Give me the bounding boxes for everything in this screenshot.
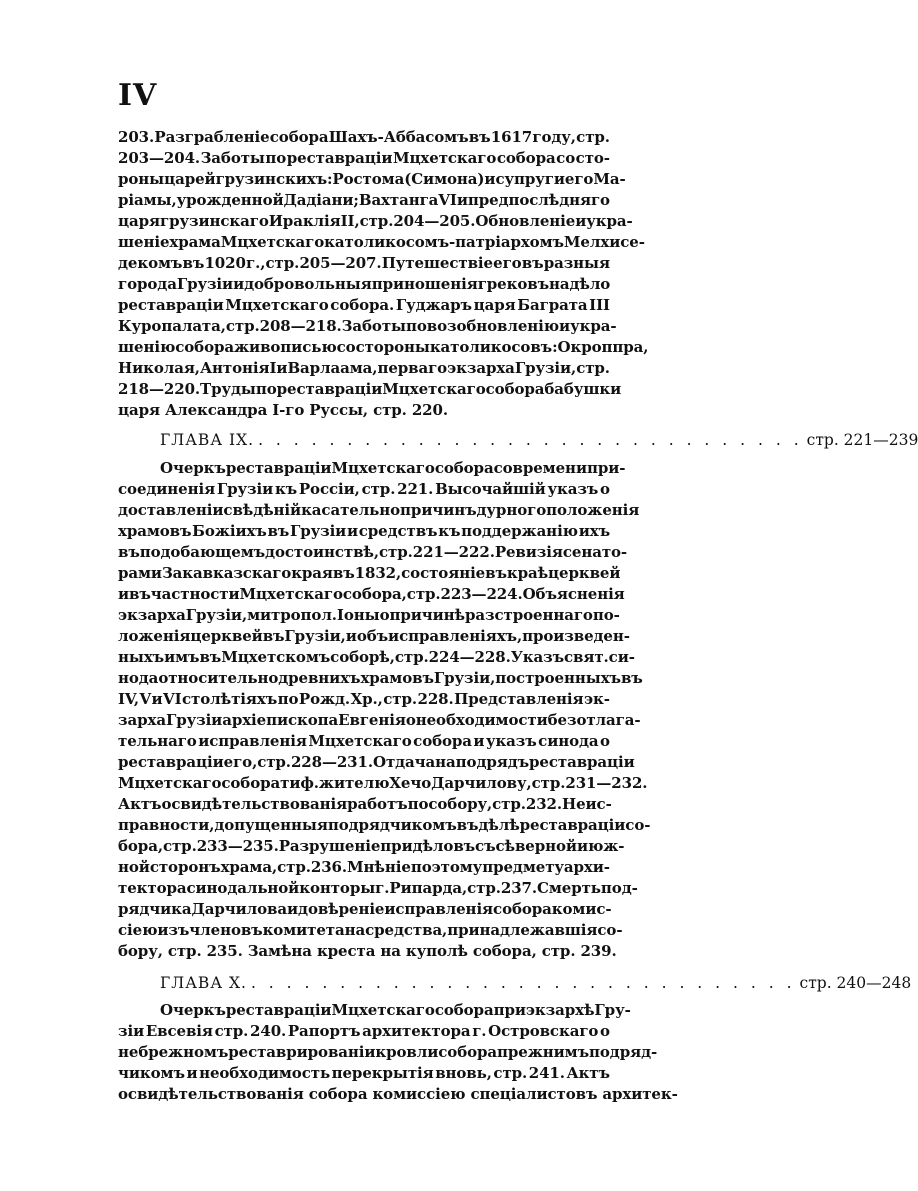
text-line: 218—220. Труды по реставраціи Мцхетскаго собора бабушки	[118, 380, 622, 398]
text-line: рядчика Дарчилова и довѣреніе исправленія собора комис-	[118, 900, 612, 918]
text-line: шенію собора живописью со стороны католикосовъ: Окроппра,	[118, 338, 649, 356]
chapter-10-leader-dots: . . . . . . . . . . . . . . . . . . . . . . . . . . . . . . .	[250, 974, 796, 992]
text-line: чикомъ и необходимость перекрытія вновь, стр. 241. Актъ	[118, 1064, 610, 1082]
text-line: сіею изъ членовъ комитета на средства, принадлежавшія со-	[118, 921, 623, 939]
text-line: 203—204. Заботы по реставраціи Мцхетскаго собора со сто-	[118, 149, 610, 167]
text-line: ныхъ имъ въ Мцхетскомъ соборѣ, стр. 224—228. Указъ свят. си-	[118, 648, 635, 666]
text-line: нода относительно древнихъ храмовъ Грузіи, построенныхъ въ	[118, 669, 643, 687]
text-line: освидѣтельствованія собора комиссіею спеціалистовъ архитек-	[118, 1085, 678, 1103]
text-line: доставленіи свѣдѣній касательно причинъ дурного положенія	[118, 501, 640, 519]
section-2-text	[118, 458, 651, 962]
text-line: Мцхетскаго собора тиф. жителю Хечо Дарчилову, стр. 231—232.	[118, 774, 648, 792]
text-line: ной сторонъ храма, стр. 236. Мнѣніе по этому предмету архи-	[118, 858, 610, 876]
text-line: IV, V и VI столѣтіяхъ по Рожд. Хр., стр. 228. Представленія эк-	[118, 690, 610, 708]
text-line: шеніе храма Мцхетскаго католикосомъ-патріархомъ Мелхисе-	[118, 233, 645, 251]
text-line: храмовъ Божіихъ въ Грузіи и средствъ къ поддержанію ихъ	[118, 522, 610, 540]
text-line: города Грузіи и добровольныя приношенія грековъ на дѣло	[118, 275, 611, 293]
text-line: зіи Евсевія стр. 240. Рапортъ архитектора г. Островскаго о	[118, 1022, 610, 1040]
chapter-9-heading	[160, 430, 918, 451]
text-line: правности, допущенныя подрядчикомъ въ дѣлѣ реставраціи со-	[118, 816, 651, 834]
text-line: соединенія Грузіи къ Россіи, стр. 221. Высочайшій указъ о	[118, 480, 610, 498]
text-line: тельнаго исправленія Мцхетскаго собора и указъ синода о	[118, 732, 610, 750]
chapter-10-title: ГЛАВА X.	[160, 974, 247, 992]
text-line: небрежномъ реставрированіи кровли собора прежнимъ подряд-	[118, 1043, 658, 1061]
chapter-10-heading	[160, 973, 912, 994]
text-line: зарха Грузіи архіепископа Евгенія о необходимости безотлага-	[118, 711, 641, 729]
page-number: IV	[118, 78, 158, 113]
text-line: тектора синодальной конторы г. Рипарда, стр. 237. Смерть под-	[118, 879, 638, 897]
text-line: Актъ освидѣтельствованія работъ по собору, стр. 232. Неис-	[118, 795, 612, 813]
section-1-text	[118, 127, 649, 421]
text-line: бора, стр. 233—235. Разрушеніе придѣловъ съ сѣверной и юж-	[118, 837, 625, 855]
text-line: декомъ въ 1020 г., стр. 205—207. Путешествіе его въ разныя	[118, 254, 610, 272]
text-line: ріамы, урожденной Дадіани; Вахтанга VI и предпослѣдняго	[118, 191, 610, 209]
chapter-9-title: ГЛАВА IX.	[160, 431, 255, 449]
text-line: бору, стр. 235. Замѣна креста на куполѣ собора, стр. 239.	[118, 942, 617, 960]
text-line: царя грузинскаго Ираклія II, стр. 204—205. Обновленіе и укра-	[118, 212, 633, 230]
chapter-9-pages: стр. 221—239	[806, 431, 918, 449]
chapter-9-leader-dots: . . . . . . . . . . . . . . . . . . . . . . . . . . . . . . .	[258, 431, 803, 449]
text-line: въ подобающемъ достоинствѣ, стр. 221—222. Ревизія сенато-	[118, 543, 628, 561]
text-line: реставраціи Мцхетскаго собора. Гуджаръ царя Баграта III	[118, 296, 610, 314]
text-line: рами Закавказскаго края въ 1832, состояніе въ краѣ церквей	[118, 564, 621, 582]
text-line: и въ частности Мцхетскаго собора, стр. 223—224. Объясненія	[118, 585, 625, 603]
text-line: роны царей грузинскихъ: Ростома (Симона) и супруги его Ма-	[118, 170, 626, 188]
text-line: 203. Разграбленіе собора Шахъ-Аббасомъ въ 1617 году, стр.	[118, 128, 610, 146]
text-line: экзарха Грузіи, митропол. Іоны о причинѣ разстроеннаго по-	[118, 606, 620, 624]
text-line: реставраціи его, стр. 228—231. Отдача на подрядъ реставраціи	[118, 753, 635, 771]
text-line: Очеркъ реставраціи Мцхетскаго собора со времени при-	[160, 459, 626, 477]
text-line: ложенія церквей въ Грузіи, и объ исправленіяхъ, произведен-	[118, 627, 630, 645]
text-line: царя Александра I-го Руссы, стр. 220.	[118, 401, 448, 419]
chapter-10-pages: стр. 240—248	[799, 974, 912, 992]
text-line: Очеркъ реставраціи Мцхетскаго собора при экзархѣ Гру-	[160, 1001, 631, 1019]
text-line: Куропалата, стр. 208—218. Заботы по возобновленію и укра-	[118, 317, 617, 335]
text-line: Николая, Антонія I и Варлаама, перваго экзарха Грузіи, стр.	[118, 359, 610, 377]
section-3-text	[118, 1000, 678, 1105]
